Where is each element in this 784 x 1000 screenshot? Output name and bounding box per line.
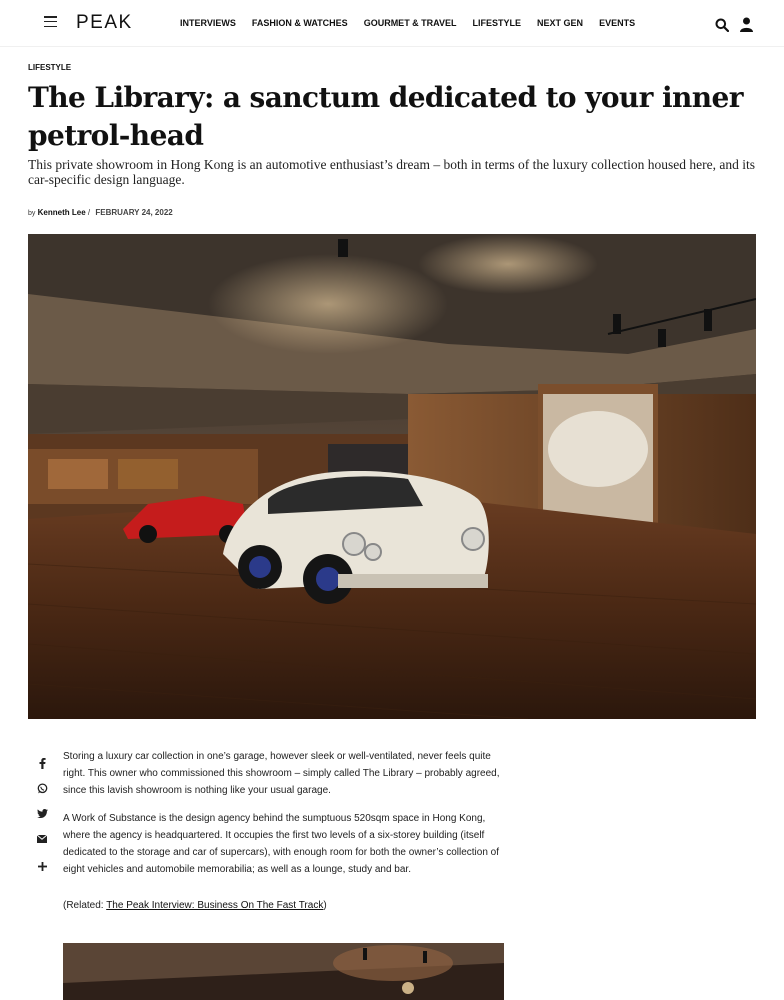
- category-label[interactable]: LIFESTYLE: [28, 63, 72, 72]
- related-link[interactable]: The Peak Interview: Business On The Fast Track: [106, 900, 324, 911]
- email-icon[interactable]: [36, 833, 48, 845]
- article-image: [63, 943, 504, 1000]
- article-body: [63, 748, 507, 925]
- nav-fashion-watches[interactable]: FASHION & WATCHES: [251, 18, 348, 28]
- byline-separator: /: [87, 208, 91, 217]
- facebook-icon[interactable]: [36, 757, 48, 769]
- site-logo[interactable]: PEAK: [76, 12, 133, 33]
- plus-icon[interactable]: [36, 860, 48, 872]
- byline: [28, 208, 173, 217]
- nav-lifestyle[interactable]: LIFESTYLE: [472, 18, 522, 28]
- nav-interviews[interactable]: INTERVIEWS: [180, 18, 236, 28]
- main-nav: [180, 18, 635, 28]
- menu-icon[interactable]: [44, 16, 57, 27]
- byline-by: by: [28, 210, 36, 217]
- twitter-icon[interactable]: [36, 807, 48, 819]
- article-title: The Library: a sanctum dedicated to your inner petrol-head: [28, 81, 743, 152]
- nav-events[interactable]: EVENTS: [599, 18, 636, 28]
- article-subtitle: This private showroom in Hong Kong is an automotive enthusiast’s dream – both in terms of the luxury collection housed here, and its car-specific design language.: [28, 157, 755, 187]
- hero-image: [28, 234, 756, 719]
- related-prefix: (Related:: [63, 900, 107, 911]
- site-header: [0, 0, 784, 47]
- article-paragraph: A Work of Substance is the design agency behind the sumptuous 520sqm space in Hong Kong, where the agency is headquartered. It occupies the first two levels of a six-storey building (itself dedicated to the storage and car of supercars), with enough room for both the owner’s collection of eight vehicles and automobile memorabilia; as well as a lounge, study and bar.: [63, 813, 499, 875]
- publish-date: FEBRUARY 24, 2022: [95, 208, 173, 217]
- user-icon[interactable]: [740, 17, 753, 32]
- nav-gourmet-travel[interactable]: GOURMET & TRAVEL: [363, 18, 457, 28]
- related-suffix: ): [323, 900, 327, 911]
- nav-next-gen[interactable]: NEXT GEN: [537, 18, 584, 28]
- search-icon[interactable]: [715, 18, 729, 32]
- article-paragraph: Storing a luxury car collection in one’s garage, however sleek or well-ventilated, never feels quite right. This owner who commissioned this showroom – simply called The Library – probably agreed, since this lavish showroom is nothing like your usual garage.: [63, 751, 500, 796]
- related-line: [63, 897, 507, 914]
- whatsapp-icon[interactable]: [36, 782, 48, 794]
- author-link[interactable]: Kenneth Lee: [37, 208, 86, 217]
